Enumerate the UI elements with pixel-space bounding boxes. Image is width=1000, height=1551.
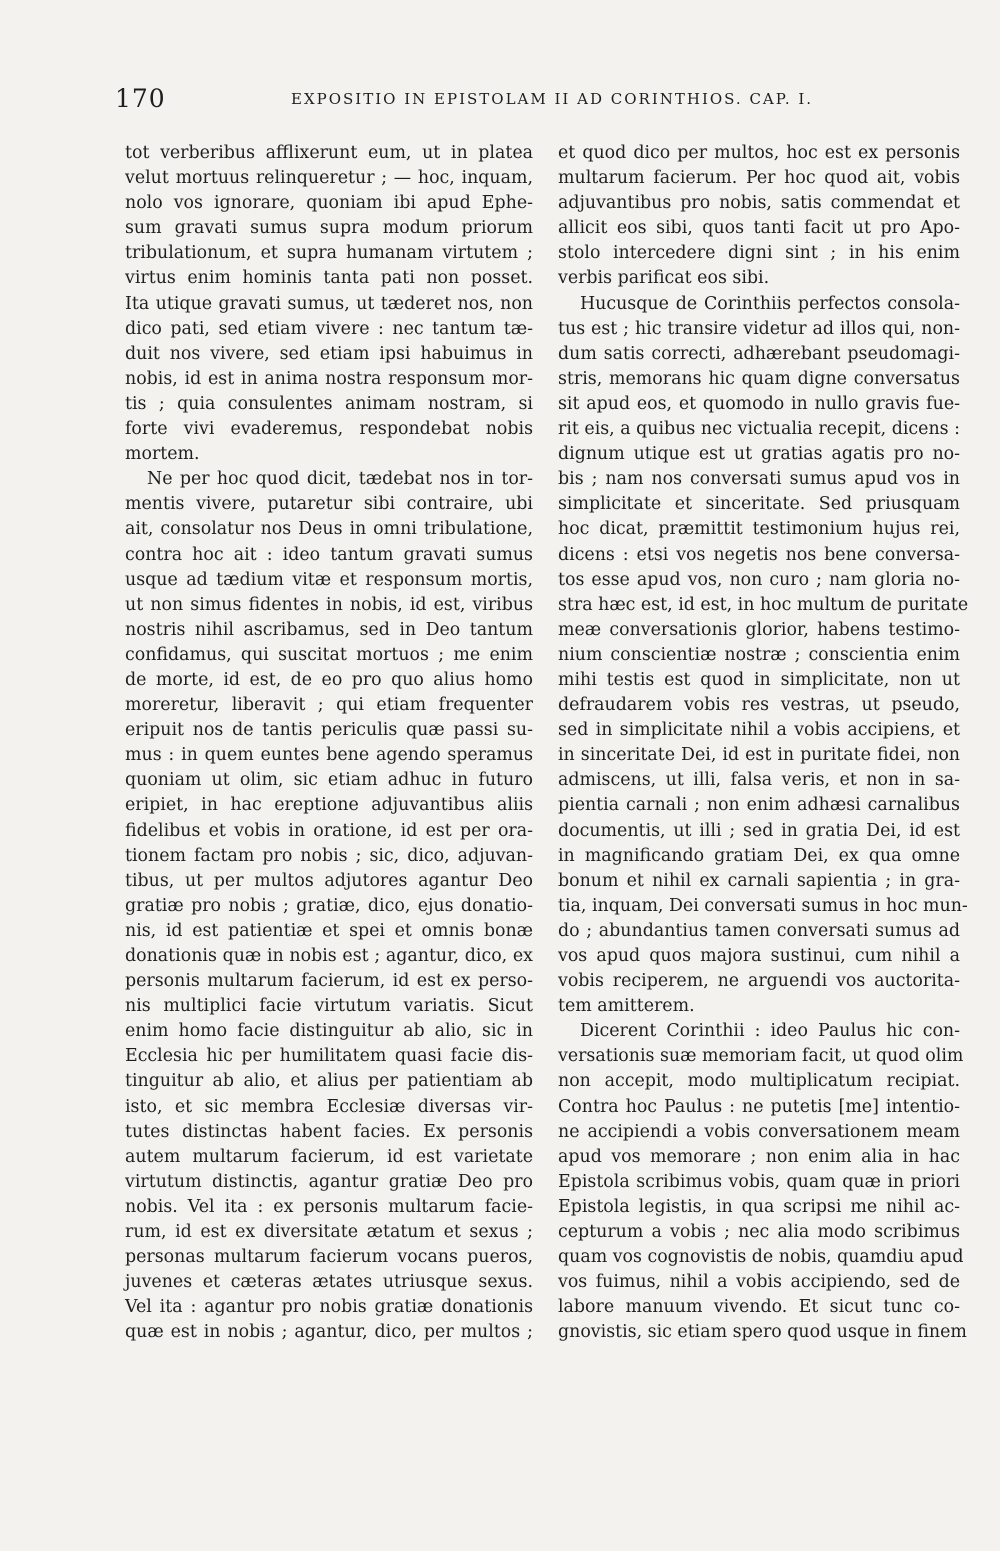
- text-line: Dicerent Corinthii : ideo Paulus hic con-: [580, 1021, 960, 1042]
- text-line: in magnificando gratiam Dei, ex qua omne: [558, 845, 960, 866]
- text-line: Epistola scribimus vobis, quam quæ in priori: [558, 1171, 960, 1192]
- text-line: tribulationum, et supra humanam virtutem ;: [125, 243, 533, 264]
- text-line: gnovistis, sic etiam spero quod usque in finem: [558, 1322, 967, 1343]
- text-line: Epistola legistis, in qua scripsi me nihil ac-: [558, 1196, 960, 1217]
- right-text-column: [558, 141, 969, 1346]
- text-line: tos esse apud vos, non curo ; nam gloria no-: [558, 569, 960, 590]
- text-line: versationis suæ memoriam facit, ut quod olim: [558, 1046, 964, 1067]
- text-line: Vel ita : agantur pro nobis gratiæ donationis: [125, 1297, 533, 1318]
- text-line: virtutum distinctis, agantur gratiæ Deo pro: [125, 1171, 533, 1192]
- text-line: meæ conversationis glorior, habens testimo-: [558, 619, 960, 640]
- text-line: juvenes et cæteras ætates utriusque sexus.: [125, 1272, 533, 1293]
- text-line: donationis quæ in nobis est ; agantur, dico, ex: [125, 946, 533, 966]
- text-line: nolo vos ignorare, quoniam ibi apud Ephe-: [125, 193, 533, 214]
- text-line: pientia carnali ; non enim adhæsi carnalibus: [558, 795, 960, 816]
- text-line: sit apud eos, et quomodo in nullo gravis fue-: [558, 393, 960, 414]
- text-line: mus : in quem euntes bene agendo speramus: [125, 745, 533, 766]
- text-line: eripiet, in hac ereptione adjuvantibus aliis: [125, 795, 533, 816]
- text-line: eripuit nos de tantis periculis quæ passi su-: [125, 720, 533, 741]
- text-line: enim homo facie distinguitur ab alio, sic in: [125, 1021, 533, 1042]
- text-line: vos apud quos majora sustinui, cum nihil a: [558, 946, 960, 966]
- text-line: personis multarum facierum, id est ex perso-: [125, 971, 533, 992]
- text-line: et quod dico per multos, hoc est ex personis: [558, 143, 960, 163]
- text-line: mihi testis est quod in simplicitate, non ut: [558, 669, 960, 690]
- text-line: defraudarem vobis res vestras, ut pseudo,: [558, 695, 960, 716]
- text-line: contra hoc ait : ideo tantum gravati sumus: [125, 544, 533, 565]
- text-line: tinguitur ab alio, et alius per patientiam ab: [125, 1071, 533, 1092]
- text-line: bis ; nam nos conversati sumus apud vos in: [558, 469, 960, 490]
- text-line: Ecclesia hic per humilitatem quasi facie dis-: [125, 1046, 533, 1067]
- text-line: velut mortuus relinqueretur ; — hoc, inquam,: [125, 168, 533, 189]
- text-line: quæ est in nobis ; agantur, dico, per multos ;: [125, 1322, 533, 1343]
- text-line: tot verberibus afflixerunt eum, ut in platea: [125, 143, 533, 163]
- text-line: ne accipiendi a vobis conversationem meam: [558, 1121, 960, 1142]
- text-line: dum satis correcti, adhærebant pseudomagi-: [558, 343, 960, 364]
- page-header: [115, 84, 835, 114]
- text-line: ut non simus fidentes in nobis, id est, viribus: [125, 594, 533, 615]
- text-line: multarum facierum. Per hoc quod ait, vobis: [558, 168, 960, 189]
- text-line: bonum et nihil ex carnali sapientia ; in gra-: [558, 870, 960, 891]
- text-line: mortem.: [125, 444, 200, 465]
- text-line: forte vivi evaderemus, respondebat nobis: [125, 419, 533, 440]
- text-line: verbis parificat eos sibi.: [558, 268, 770, 289]
- text-line: nis multiplici facie virtutum variatis. Sicut: [125, 996, 533, 1017]
- text-line: ait, consolatur nos Deus in omni tribulatione,: [125, 519, 533, 540]
- text-line: Ne per hoc quod dicit, tædebat nos in tor-: [147, 469, 533, 490]
- text-line: isto, et sic membra Ecclesiæ diversas vir-: [125, 1096, 533, 1117]
- text-line: moreretur, liberavit ; qui etiam frequenter: [125, 695, 533, 716]
- text-line: nobis. Vel ita : ex personis multarum facie-: [125, 1196, 533, 1217]
- text-line: mentis vivere, putaretur sibi contraire, ubi: [125, 494, 533, 515]
- text-line: stris, memorans hic quam digne conversatus: [558, 368, 960, 389]
- text-line: tis ; quia consulentes animam nostram, si: [125, 393, 533, 414]
- text-line: tutes distinctas habent facies. Ex personis: [125, 1121, 533, 1142]
- text-line: admiscens, ut illi, falsa veris, et non in sa-: [558, 770, 960, 791]
- text-line: gratiæ pro nobis ; gratiæ, dico, ejus donatio-: [125, 895, 533, 916]
- text-line: quoniam ut olim, sic etiam adhuc in futuro: [125, 770, 533, 791]
- text-line: nis, id est patientiæ et spei et omnis bonæ: [125, 920, 533, 941]
- text-line: virtus enim hominis tanta pati non posset.: [125, 268, 533, 289]
- text-line: labore manuum vivendo. Et sicut tunc co-: [558, 1297, 960, 1318]
- text-line: rum, id est ex diversitate ætatum et sexus ;: [125, 1222, 533, 1243]
- text-line: rit eis, a quibus nec victualia recepit, dicens :: [558, 419, 960, 440]
- text-line: Ita utique gravati sumus, ut tæderet nos, non: [125, 293, 533, 314]
- text-line: quam vos cognovistis de nobis, quamdiu apud: [558, 1247, 964, 1268]
- text-line: adjuvantibus pro nobis, satis commendat et: [558, 193, 960, 214]
- text-line: dico pati, sed etiam vivere : nec tantum tæ-: [125, 318, 533, 339]
- text-line: do ; abundantius tamen conversati sumus ad: [558, 920, 960, 941]
- text-line: duit nos vivere, sed etiam ipsi habuimus in: [125, 343, 533, 364]
- text-line: documentis, ut illi ; sed in gratia Dei, id est: [558, 820, 960, 841]
- left-text-column: [125, 141, 533, 1346]
- text-line: tia, inquam, Dei conversati sumus in hoc mun-: [558, 895, 968, 916]
- text-line: nium conscientiæ nostræ ; conscientia enim: [558, 644, 960, 665]
- text-line: in sinceritate Dei, id est in puritate fidei, non: [558, 745, 960, 766]
- text-line: dignum utique est ut gratias agatis pro no-: [558, 444, 960, 465]
- text-line: sed in simplicitate nihil a vobis accipiens, et: [558, 720, 960, 741]
- text-line: tionem factam pro nobis ; sic, dico, adjuvan-: [125, 845, 533, 866]
- text-line: vobis reciperem, ne arguendi vos auctorita-: [558, 971, 960, 992]
- text-line: autem multarum facierum, id est varietate: [125, 1146, 533, 1167]
- text-line: nostris nihil ascribamus, sed in Deo tantum: [125, 619, 533, 640]
- text-line: Hucusque de Corinthiis perfectos consola-: [580, 293, 960, 314]
- text-line: simplicitate et sinceritate. Sed priusquam: [558, 494, 960, 515]
- text-line: sum gravati sumus supra modum priorum: [125, 218, 533, 239]
- text-line: Contra hoc Paulus : ne putetis [me] intentio-: [558, 1096, 960, 1117]
- text-line: tem amitterem.: [558, 996, 695, 1017]
- text-line: tibus, ut per multos adjutores agantur Deo: [125, 870, 533, 891]
- text-line: non accepit, modo multiplicatum recipiat.: [558, 1071, 960, 1092]
- text-line: apud vos memorare ; non enim alia in hac: [558, 1146, 960, 1167]
- text-line: allicit eos sibi, quos tanti facit ut pro Apo-: [558, 218, 960, 239]
- text-line: de morte, id est, de eo pro quo alius homo: [125, 669, 533, 690]
- text-line: stolo intercedere digni sint ; in his enim: [558, 243, 960, 264]
- text-line: cepturum a vobis ; nec alia modo scribimus: [558, 1222, 960, 1243]
- text-line: vos fuimus, nihil a vobis accipiendo, sed de: [558, 1272, 960, 1293]
- text-line: hoc dicat, præmittit testimonium hujus rei,: [558, 519, 960, 540]
- text-line: dicens : etsi vos negetis nos bene conversa-: [558, 544, 960, 565]
- text-line: confidamus, qui suscitat mortuos ; me enim: [125, 644, 533, 665]
- text-line: personas multarum facierum vocans pueros,: [125, 1247, 533, 1268]
- text-line: nobis, id est in anima nostra responsum mor-: [125, 368, 533, 389]
- page-number: 170: [115, 84, 166, 113]
- text-line: usque ad tædium vitæ et responsum mortis,: [125, 569, 533, 590]
- running-head: EXPOSITIO IN EPISTOLAM II AD CORINTHIOS. CAP. I.: [291, 90, 814, 108]
- text-line: fidelibus et vobis in oratione, id est per ora-: [125, 820, 533, 841]
- text-line: stra hæc est, id est, in hoc multum de puritate: [558, 594, 969, 615]
- text-line: tus est ; hic transire videtur ad illos qui, non-: [558, 318, 960, 339]
